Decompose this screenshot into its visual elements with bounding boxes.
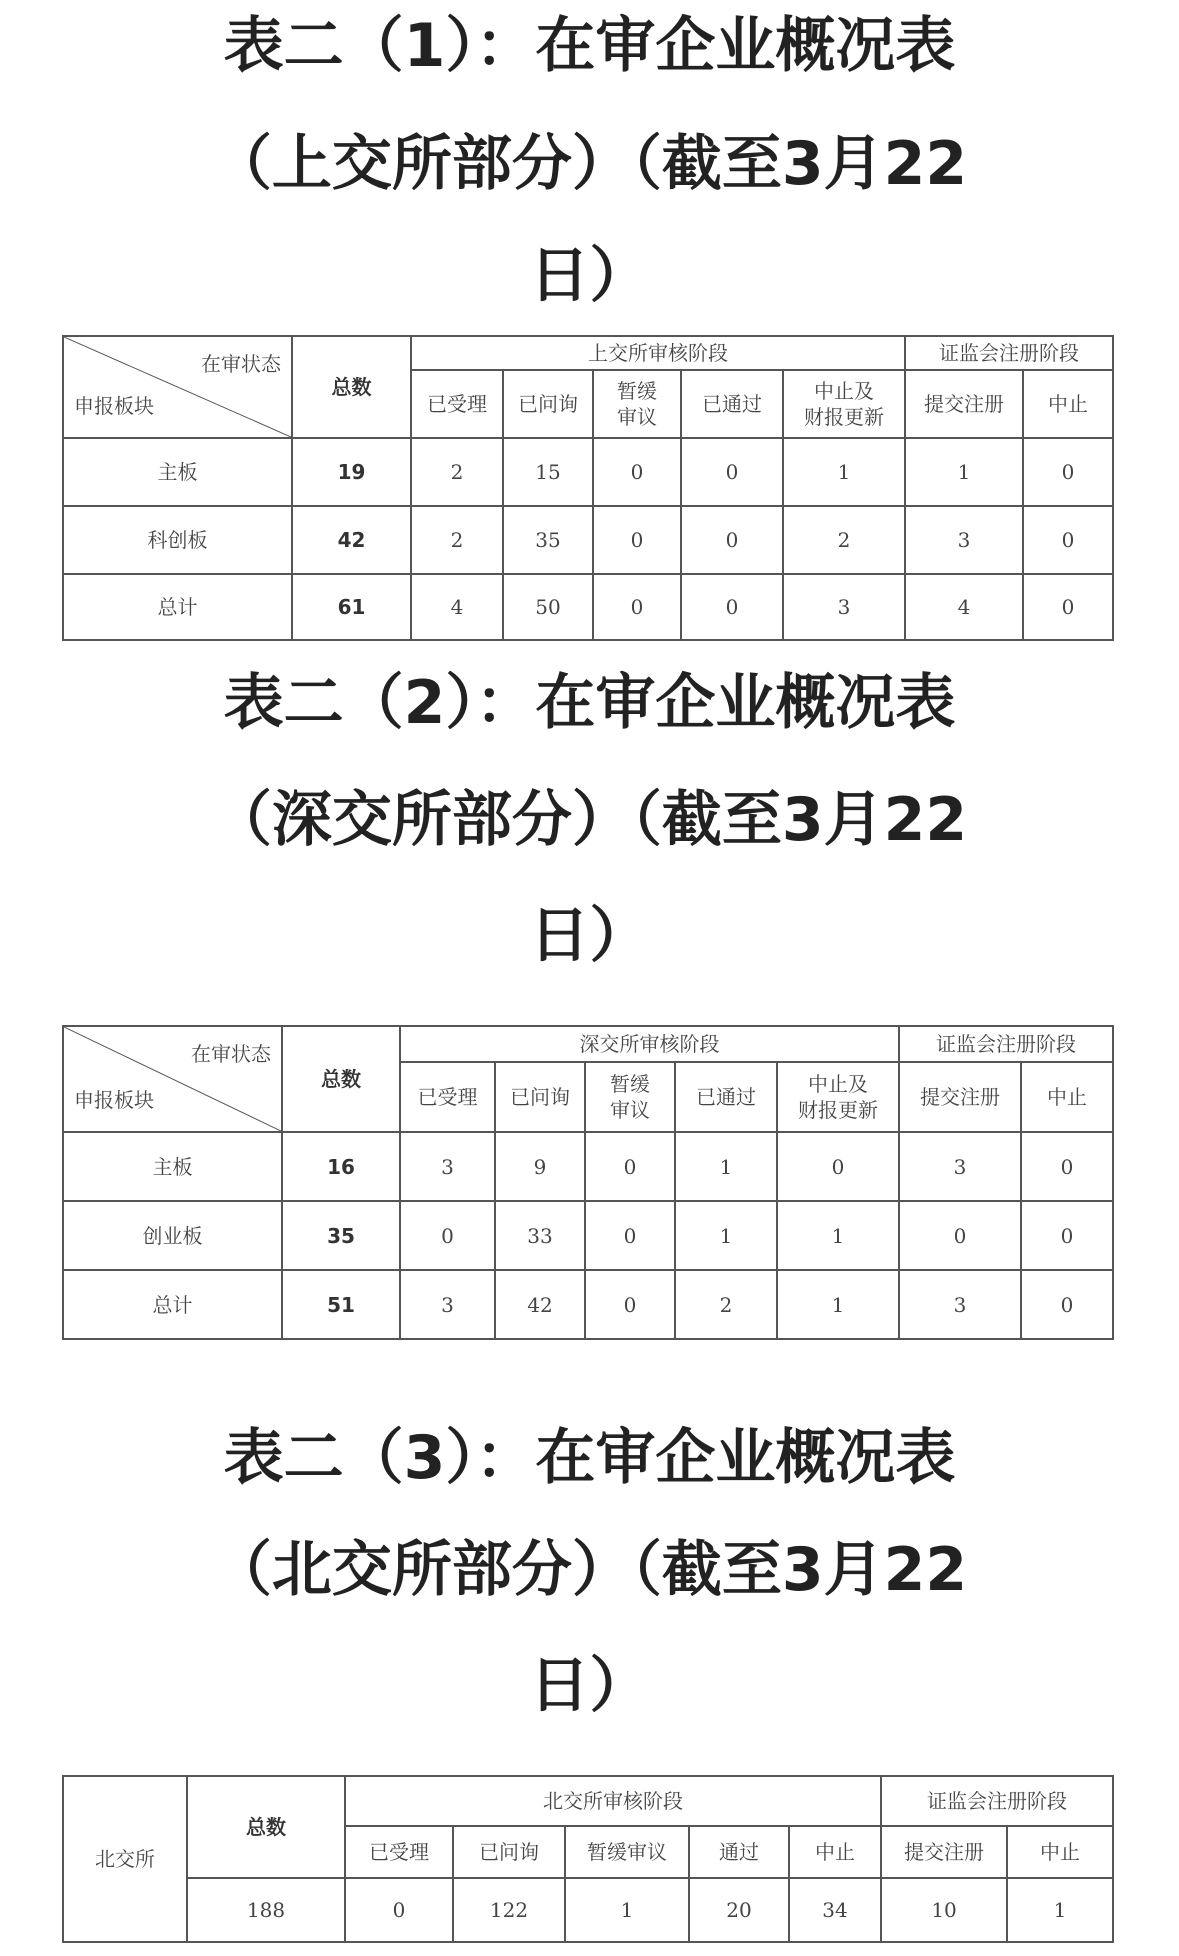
row-label: 总计 xyxy=(63,574,292,640)
cell: 0 xyxy=(1023,438,1113,506)
cell: 9 xyxy=(495,1132,585,1201)
row-label: 主板 xyxy=(63,438,292,506)
table-sse xyxy=(62,335,1114,641)
row-label: 主板 xyxy=(63,1132,282,1201)
cell: 0 xyxy=(1021,1201,1113,1270)
cell: 33 xyxy=(495,1201,585,1270)
cell: 1 xyxy=(777,1201,899,1270)
col-header: 已受理 xyxy=(411,370,503,438)
row-total: 35 xyxy=(282,1201,400,1270)
row-total: 16 xyxy=(282,1132,400,1201)
cell: 1 xyxy=(783,438,905,506)
cell: 3 xyxy=(899,1132,1021,1201)
cell: 1 xyxy=(777,1270,899,1339)
corner-header xyxy=(63,336,292,438)
cell: 1 xyxy=(675,1201,777,1270)
col-header: 已通过 xyxy=(681,370,783,438)
cell: 0 xyxy=(777,1132,899,1201)
cell: 3 xyxy=(783,574,905,640)
section1-title-line3: 日） xyxy=(529,241,650,311)
cell: 1 xyxy=(1007,1878,1113,1942)
col-header: 中止 xyxy=(1023,370,1113,438)
col-header: 暂缓审议 xyxy=(565,1826,689,1878)
table-row xyxy=(63,1270,1113,1339)
section2-title-line2: （深交所部分）（截至3月22 xyxy=(211,785,968,855)
col-header: 提交注册 xyxy=(905,370,1023,438)
stage-header: 深交所审核阶段 xyxy=(400,1026,899,1062)
cell: 1 xyxy=(565,1878,689,1942)
cell: 20 xyxy=(689,1878,789,1942)
cell: 3 xyxy=(400,1270,495,1339)
cell: 0 xyxy=(1023,574,1113,640)
cell: 0 xyxy=(585,1132,675,1201)
cell: 0 xyxy=(1023,506,1113,574)
row-total: 61 xyxy=(292,574,411,640)
corner-top-label: 在审状态 xyxy=(191,1042,271,1066)
cell: 0 xyxy=(593,574,681,640)
row-total: 188 xyxy=(187,1878,345,1942)
section2-title-line3: 日） xyxy=(529,901,650,971)
col-header: 通过 xyxy=(689,1826,789,1878)
col-header: 中止 xyxy=(1007,1826,1113,1878)
table-row xyxy=(63,1201,1113,1270)
cell: 3 xyxy=(899,1270,1021,1339)
cell: 0 xyxy=(681,438,783,506)
cell: 0 xyxy=(585,1201,675,1270)
col-header: 暂缓 审议 xyxy=(585,1062,675,1132)
cell: 10 xyxy=(881,1878,1007,1942)
cell: 122 xyxy=(453,1878,565,1942)
row-total: 51 xyxy=(282,1270,400,1339)
row-label: 创业板 xyxy=(63,1201,282,1270)
col-header: 已问询 xyxy=(503,370,593,438)
cell: 2 xyxy=(411,506,503,574)
col-header: 已通过 xyxy=(675,1062,777,1132)
col-header: 已受理 xyxy=(400,1062,495,1132)
cell: 3 xyxy=(400,1132,495,1201)
table-row xyxy=(63,1878,1113,1942)
csrc-header: 证监会注册阶段 xyxy=(905,336,1113,370)
col-header: 提交注册 xyxy=(881,1826,1007,1878)
col-header: 中止及 财报更新 xyxy=(783,370,905,438)
section1-title-line1: 表二（1）：在审企业概况表 xyxy=(223,11,956,81)
stage-header: 北交所审核阶段 xyxy=(345,1776,881,1826)
section2-title-line1: 表二（2）：在审企业概况表 xyxy=(223,668,956,738)
cell: 0 xyxy=(593,506,681,574)
csrc-header: 证监会注册阶段 xyxy=(899,1026,1113,1062)
stage-header: 上交所审核阶段 xyxy=(411,336,905,370)
cell: 4 xyxy=(905,574,1023,640)
cell: 0 xyxy=(345,1878,453,1942)
section1-title-line2: （上交所部分）（截至3月22 xyxy=(211,129,968,199)
col-header: 中止及 财报更新 xyxy=(777,1062,899,1132)
col-header: 提交注册 xyxy=(899,1062,1021,1132)
col-header: 中止 xyxy=(789,1826,881,1878)
cell: 0 xyxy=(1021,1132,1113,1201)
cell: 1 xyxy=(905,438,1023,506)
total-header: 总数 xyxy=(292,336,411,438)
corner-header xyxy=(63,1026,282,1132)
section3-title-line1: 表二（3）：在审企业概况表 xyxy=(223,1423,956,1493)
table-bse xyxy=(62,1775,1114,1943)
table-szse xyxy=(62,1025,1114,1340)
cell: 2 xyxy=(783,506,905,574)
cell: 50 xyxy=(503,574,593,640)
total-header: 总数 xyxy=(282,1026,400,1132)
cell: 0 xyxy=(899,1201,1021,1270)
col-header: 已受理 xyxy=(345,1826,453,1878)
col-header: 已问询 xyxy=(453,1826,565,1878)
cell: 0 xyxy=(400,1201,495,1270)
col-header: 暂缓 审议 xyxy=(593,370,681,438)
cell: 4 xyxy=(411,574,503,640)
cell: 0 xyxy=(585,1270,675,1339)
cell: 0 xyxy=(681,574,783,640)
corner-bottom-label: 申报板块 xyxy=(74,1088,154,1112)
table-row xyxy=(63,1132,1113,1201)
row-label: 科创板 xyxy=(63,506,292,574)
cell: 2 xyxy=(675,1270,777,1339)
table-row xyxy=(63,574,1113,640)
cell: 2 xyxy=(411,438,503,506)
row-label: 北交所 xyxy=(63,1776,187,1942)
row-total: 42 xyxy=(292,506,411,574)
corner-top-label: 在审状态 xyxy=(201,352,281,376)
cell: 15 xyxy=(503,438,593,506)
cell: 42 xyxy=(495,1270,585,1339)
col-header: 已问询 xyxy=(495,1062,585,1132)
cell: 0 xyxy=(593,438,681,506)
cell: 34 xyxy=(789,1878,881,1942)
corner-bottom-label: 申报板块 xyxy=(74,394,154,418)
row-total: 19 xyxy=(292,438,411,506)
total-header: 总数 xyxy=(187,1776,345,1878)
table-row xyxy=(63,438,1113,506)
cell: 0 xyxy=(681,506,783,574)
row-label: 总计 xyxy=(63,1270,282,1339)
section3-title-line2: （北交所部分）（截至3月22 xyxy=(211,1535,968,1605)
cell: 0 xyxy=(1021,1270,1113,1339)
cell: 3 xyxy=(905,506,1023,574)
section3-title-line3: 日） xyxy=(529,1651,650,1721)
table-row xyxy=(63,506,1113,574)
cell: 1 xyxy=(675,1132,777,1201)
csrc-header: 证监会注册阶段 xyxy=(881,1776,1113,1826)
col-header: 中止 xyxy=(1021,1062,1113,1132)
cell: 35 xyxy=(503,506,593,574)
